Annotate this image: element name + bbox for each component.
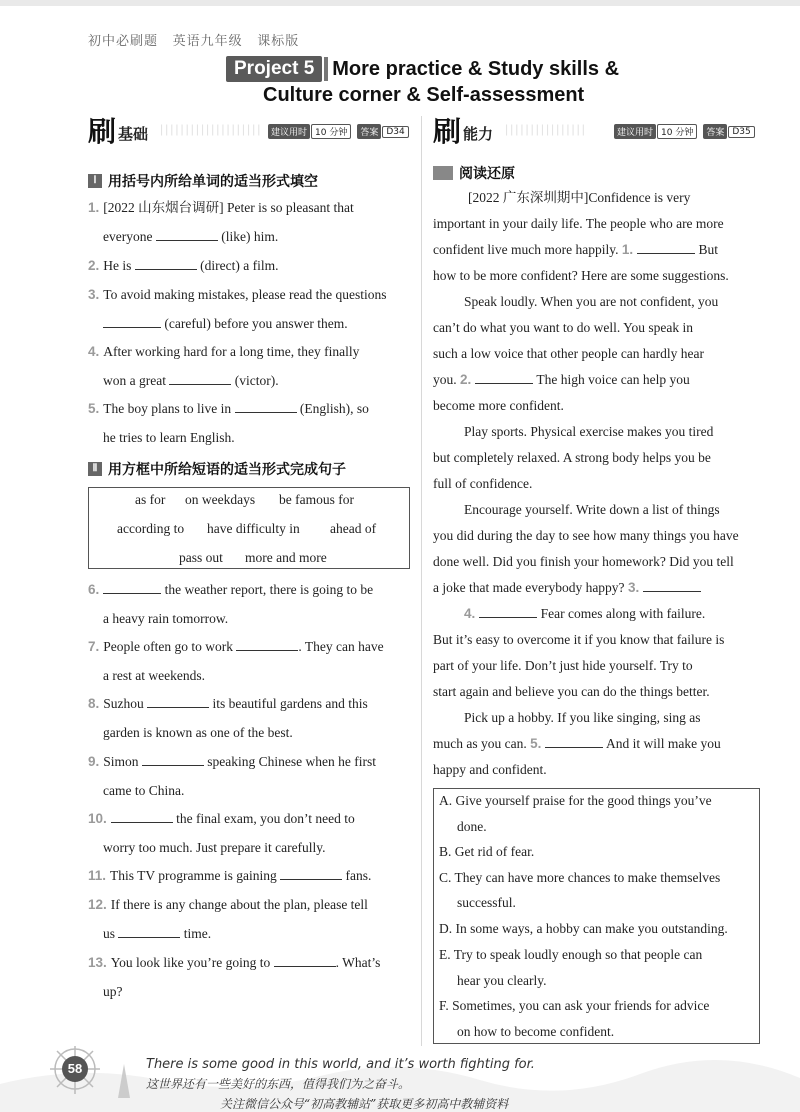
time-value: 10 分钟 bbox=[657, 124, 697, 139]
option-e-cont: hear you clearly. bbox=[457, 973, 547, 988]
top-edge bbox=[0, 0, 800, 6]
series-name: 初中必刷题 bbox=[88, 33, 159, 48]
question-line: 5. The boy plans to live in (English), so bbox=[88, 401, 369, 416]
part1-title: 用括号内所给单词的适当形式填空 bbox=[108, 174, 318, 190]
quote-english: There is some good in this world, and it’s worth fighting for. bbox=[146, 1057, 535, 1072]
phrase-item: as for bbox=[135, 492, 166, 507]
passage-line: you did during the day to see how many things you have bbox=[433, 528, 739, 543]
passage-line: how to be more confident? Here are some suggestions. bbox=[433, 268, 729, 283]
time-label: 建议用时 bbox=[268, 124, 310, 139]
question-line: a heavy rain tomorrow. bbox=[103, 611, 229, 626]
answer-blank[interactable] bbox=[135, 258, 197, 270]
question-line: 8. Suzhou its beautiful gardens and this bbox=[88, 696, 368, 711]
book-series-header bbox=[88, 30, 309, 49]
question-line: 13. You look like you’re going to . What’s bbox=[88, 955, 381, 970]
section-ability-header bbox=[433, 115, 494, 148]
shua-glyph: 刷 bbox=[433, 115, 462, 148]
passage-line: full of confidence. bbox=[433, 476, 533, 491]
promo-text: 关注微信公众号“初高教辅站”获取更多初高中教辅资料 bbox=[220, 1097, 509, 1111]
question-line: up? bbox=[103, 984, 123, 999]
question-line: 3. To avoid making mistakes, please read the questions bbox=[88, 287, 387, 302]
section-name: 基础 bbox=[118, 124, 149, 143]
section-basic-meta bbox=[268, 124, 409, 139]
part2-title: 用方框中所给短语的适当形式完成句子 bbox=[108, 462, 346, 478]
phrase-item: according to bbox=[117, 521, 185, 536]
answer-ref: D35 bbox=[728, 126, 754, 138]
phrase-item: on weekdays bbox=[185, 492, 256, 507]
passage-line: Play sports. Physical exercise makes you tired bbox=[464, 424, 714, 439]
answer-blank[interactable] bbox=[545, 736, 603, 748]
question-line: us time. bbox=[103, 926, 212, 941]
answer-blank[interactable] bbox=[103, 582, 161, 594]
passage-line: happy and confident. bbox=[433, 762, 547, 777]
phrase-item: pass out bbox=[179, 550, 223, 565]
page-number: 58 bbox=[62, 1056, 88, 1082]
question-line: 12. If there is any change about the plan, please tell bbox=[88, 897, 368, 912]
answer-ref: D34 bbox=[382, 126, 408, 138]
series-grade: 英语九年级 bbox=[172, 33, 243, 48]
passage-line: much as you can. 5. And it will make you bbox=[433, 736, 721, 751]
time-value: 10 分钟 bbox=[311, 124, 351, 139]
option-e: E. Try to speak loudly enough so that people can bbox=[439, 947, 703, 962]
question-line: won a great (victor). bbox=[103, 373, 279, 388]
phrase-box bbox=[88, 487, 410, 569]
answer-label: 答案 bbox=[703, 124, 727, 139]
answer-blank[interactable] bbox=[169, 373, 231, 385]
passage-line: 4. Fear comes along with failure. bbox=[464, 606, 706, 621]
question-line: 10. the final exam, you don’t need to bbox=[88, 811, 355, 826]
passage-line: can’t do what you want to do well. You speak in bbox=[433, 320, 693, 335]
question-line: 4. After working hard for a long time, they finally bbox=[88, 344, 360, 359]
question-line: a rest at weekends. bbox=[103, 668, 205, 683]
phrase-item: be famous for bbox=[279, 492, 354, 507]
reading-heading bbox=[433, 163, 515, 183]
part2-heading bbox=[88, 459, 346, 479]
passage-line: done well. Did you finish your homework? Did you tell bbox=[433, 554, 734, 569]
answer-blank[interactable] bbox=[280, 868, 342, 880]
shua-glyph: 刷 bbox=[88, 115, 117, 148]
question-line: 2. He is (direct) a film. bbox=[88, 258, 279, 273]
passage-line: But it’s easy to overcome it if you know that failure is bbox=[433, 632, 725, 647]
quote-chinese: 这世界还有一些美好的东西，值得我们为之奋斗。 bbox=[146, 1077, 411, 1091]
project-badge: Project 5 bbox=[226, 56, 322, 82]
question-line: he tries to learn English. bbox=[103, 430, 235, 445]
time-label: 建议用时 bbox=[614, 124, 656, 139]
phrase-item: have difficulty in bbox=[207, 521, 300, 536]
answer-blank[interactable] bbox=[637, 242, 695, 254]
answer-blank[interactable] bbox=[103, 316, 161, 328]
answer-blank[interactable] bbox=[118, 926, 180, 938]
part1-heading bbox=[88, 171, 318, 191]
reading-title: 阅读还原 bbox=[459, 166, 515, 182]
section-ability-meta bbox=[614, 124, 755, 139]
question-line: 11. This TV programme is gaining fans. bbox=[88, 868, 372, 883]
question-line: 6. the weather report, there is going to be bbox=[88, 582, 374, 597]
section-basic-header bbox=[88, 115, 149, 148]
question-line: 7. People often go to work . They can have bbox=[88, 639, 384, 654]
option-f: F. Sometimes, you can ask your friends for advice bbox=[439, 998, 710, 1013]
passage-line: Pick up a hobby. If you like singing, sing as bbox=[464, 710, 701, 725]
passage-line: [2022 广东深圳期中]Confidence is very bbox=[468, 190, 691, 205]
question-line: garden is known as one of the best. bbox=[103, 725, 293, 740]
question-line: (careful) before you answer them. bbox=[103, 316, 348, 332]
section-name: 能力 bbox=[463, 124, 494, 143]
passage-line: part of your life. Don’t just hide yourself. Try to bbox=[433, 658, 693, 673]
answer-blank[interactable] bbox=[236, 639, 298, 651]
passage-line: you. 2. The high voice can help you bbox=[433, 372, 690, 387]
passage-line: but completely relaxed. A strong body helps you be bbox=[433, 450, 711, 465]
answer-blank[interactable] bbox=[111, 811, 173, 823]
answer-blank[interactable] bbox=[274, 955, 336, 967]
phrase-item: more and more bbox=[245, 550, 327, 565]
answer-blank[interactable] bbox=[475, 372, 533, 384]
project-title-line2: Culture corner & Self-assessment bbox=[263, 84, 585, 106]
phrase-item: ahead of bbox=[330, 521, 377, 536]
project-title: More practice & Study skills & bbox=[332, 57, 620, 80]
section-watermark: |||||||||||||||||||| bbox=[160, 122, 263, 136]
passage-line: start again and believe you can do the things better. bbox=[433, 684, 710, 699]
section-watermark: |||||||||||||||| bbox=[505, 122, 587, 136]
answer-blank[interactable] bbox=[479, 606, 537, 618]
answer-blank[interactable] bbox=[147, 696, 209, 708]
question-line: worry too much. Just prepare it carefully. bbox=[103, 840, 326, 855]
project-title-line1 bbox=[226, 54, 619, 84]
passage-line: confident live much more happily. 1. But bbox=[433, 242, 718, 257]
part-roman: Ⅰ bbox=[88, 174, 102, 188]
options-box bbox=[433, 788, 760, 1044]
option-d: D. In some ways, a hobby can make you outstanding. bbox=[439, 921, 728, 936]
passage-line: Encourage yourself. Write down a list of things bbox=[464, 502, 720, 517]
passage-line: Speak loudly. When you are not confident, you bbox=[464, 294, 719, 309]
question-line: came to China. bbox=[103, 783, 185, 798]
option-c-cont: successful. bbox=[457, 895, 516, 910]
answer-blank[interactable] bbox=[156, 229, 218, 241]
badge-separator bbox=[324, 57, 328, 81]
answer-blank[interactable] bbox=[235, 401, 297, 413]
option-a-cont: done. bbox=[457, 819, 487, 834]
option-f-cont: on how to become confident. bbox=[457, 1024, 615, 1039]
option-b: B. Get rid of fear. bbox=[439, 844, 535, 859]
answer-blank[interactable] bbox=[142, 754, 204, 766]
option-a: A. Give yourself praise for the good things you’ve bbox=[439, 793, 712, 808]
answer-label: 答案 bbox=[357, 124, 381, 139]
answer-blank[interactable] bbox=[643, 580, 701, 592]
question-line: 1. [2022 山东烟台调研] Peter is so pleasant that bbox=[88, 200, 354, 215]
passage-line: a joke that made everybody happy? 3. bbox=[433, 580, 701, 596]
passage-line: important in your daily life. The people who are more bbox=[433, 216, 724, 231]
question-line: 9. Simon speaking Chinese when he first bbox=[88, 754, 376, 769]
column-divider bbox=[421, 116, 422, 1046]
series-edition: 课标版 bbox=[257, 33, 300, 48]
option-c: C. They can have more chances to make themselves bbox=[439, 870, 721, 885]
passage-line: become more confident. bbox=[433, 398, 564, 413]
heading-marker bbox=[433, 166, 453, 180]
passage-line: such a low voice that other people can hardly hear bbox=[433, 346, 705, 361]
part-roman: Ⅱ bbox=[88, 462, 102, 476]
question-line: everyone (like) him. bbox=[103, 229, 279, 244]
